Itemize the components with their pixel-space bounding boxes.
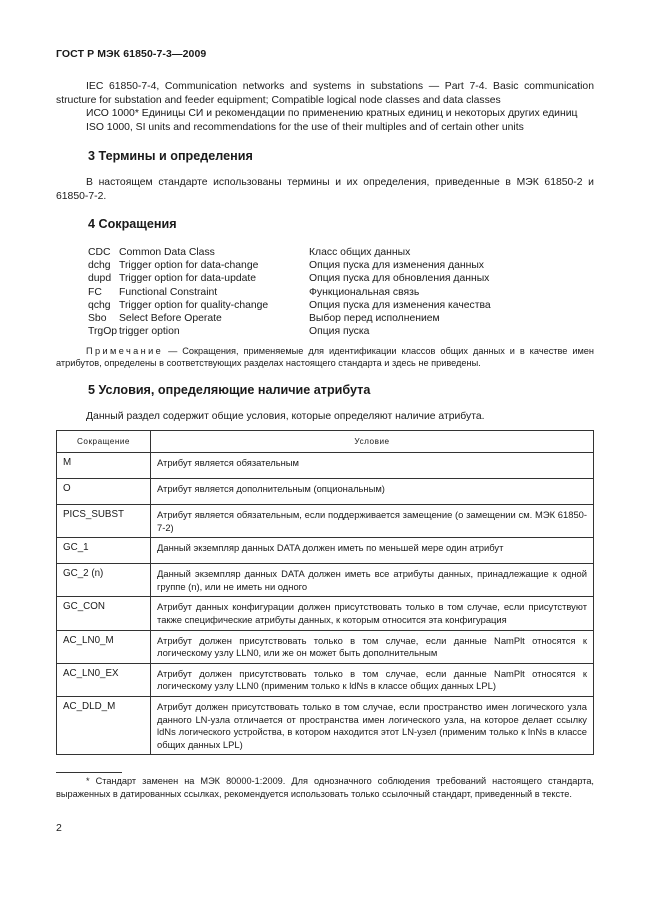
list-item	[88, 272, 508, 285]
list-item	[88, 286, 508, 299]
abbreviation-code: FC	[88, 286, 102, 298]
abbreviation-russian: Выбор перед исполнением	[309, 313, 440, 325]
cell-condition: Данный экземпляр данных DATA должен иметь по меньшей мере один атрибут	[151, 538, 594, 564]
reference-iso-1000-ru: ИСО 1000* Единицы СИ и рекомендации по применению кратных единиц и некоторых других единиц	[86, 108, 578, 120]
abbreviation-code: Sbo	[88, 313, 107, 325]
abbreviation-english: Trigger option for quality-change	[119, 299, 269, 311]
abbreviation-english: trigger option	[119, 326, 180, 338]
abbreviation-code: dupd	[88, 273, 112, 285]
note-label: Примечание	[86, 346, 164, 356]
cell-abbreviation: PICS_SUBST	[57, 505, 151, 538]
cell-condition: Атрибут данных конфигурации должен присутствовать только в том случае, если присутствуют также специфические атрибуты данных, к которым относится эта конфигурация	[151, 597, 594, 630]
abbreviation-russian: Опция пуска	[309, 326, 370, 338]
table-row	[57, 479, 594, 505]
abbreviation-english: Trigger option for data-update	[119, 273, 257, 285]
abbreviation-russian: Опция пуска для изменения качества	[309, 299, 491, 311]
cell-condition: Атрибут должен присутствовать только в том случае, если данные NamPlt относятся к логическому узлу LLN0, или же он может быть дополнительным	[151, 630, 594, 663]
cell-abbreviation: GC_2 (n)	[57, 564, 151, 597]
cell-abbreviation: AC_DLD_M	[57, 696, 151, 754]
list-item	[88, 325, 508, 338]
cell-condition: Атрибут является дополнительным (опциональным)	[151, 479, 594, 505]
list-item	[88, 299, 508, 312]
abbreviation-russian: Опция пуска для изменения данных	[309, 260, 485, 272]
cell-condition: Атрибут должен присутствовать только в том случае, если пространство имен логического узла данного LN-узла отличается от пространства имен логического узла, на которое делает ссылку ldNs логического устройства, в котором находится этот LN-узел (применим только к lnNs в классе общих данных LPL)	[151, 696, 594, 754]
cell-condition: Атрибут является обязательным	[151, 453, 594, 479]
abbreviation-code: TrgOp	[88, 326, 118, 338]
abbreviation-english: Trigger option for data-change	[119, 260, 259, 272]
column-header-condition: Условие	[151, 431, 594, 453]
abbreviations-list	[88, 246, 508, 338]
section-3-text: В настоящем стандарте использованы термины и их определения, приведенные в МЭК 61850-2 и 61850-7-2.	[56, 177, 594, 202]
cell-abbreviation: GC_1	[57, 538, 151, 564]
abbreviation-english: Select Before Operate	[119, 313, 222, 325]
abbreviation-russian: Функциональная связь	[309, 286, 420, 298]
table-row	[57, 453, 594, 479]
list-item	[88, 259, 508, 272]
cell-abbreviation: GC_CON	[57, 597, 151, 630]
abbreviation-russian: Класс общих данных	[309, 247, 411, 258]
cell-condition: Данный экземпляр данных DATA должен иметь все атрибуты данных, принадлежащие к одной группе (n), или не иметь ни одного	[151, 564, 594, 597]
cell-condition: Атрибут должен присутствовать только в том случае, если данные NamPlt относятся к логическому узлу LLN0 (применим только к ldNs в классе общих данных LPL)	[151, 663, 594, 696]
abbreviation-russian: Опция пуска для обновления данных	[309, 273, 490, 285]
table-row	[57, 630, 594, 663]
section-5-heading: 5 Условия, определяющие наличие атрибута	[88, 383, 371, 397]
abbreviation-english: Common Data Class	[119, 247, 215, 258]
table-row	[57, 505, 594, 538]
section-4-heading: 4 Сокращения	[88, 217, 177, 231]
list-item	[88, 312, 508, 325]
abbreviation-code: dchg	[88, 260, 111, 272]
footnote-divider	[56, 772, 122, 773]
list-item	[88, 246, 508, 259]
presence-conditions-table	[56, 430, 594, 755]
cell-abbreviation: O	[57, 479, 151, 505]
section-5-intro: Данный раздел содержит общие условия, которые определяют наличие атрибута.	[86, 411, 485, 422]
note-text: — Сокращения, применяемые для идентификации классов общих данных и в качестве имен атрибутов, определены в соответствующих разделах настоящего стандарта и здесь не приведены.	[56, 346, 594, 369]
column-header-abbreviation: Сокращение	[57, 431, 151, 453]
table-row	[57, 696, 594, 754]
reference-iso-1000-en: ISO 1000, SI units and recommendations for the use of their multiples and of certain other units	[86, 121, 524, 133]
table-header-row	[57, 431, 594, 453]
table-row	[57, 564, 594, 597]
normative-references	[56, 80, 594, 134]
document-header: ГОСТ Р МЭК 61850-7-3—2009	[56, 48, 207, 60]
section-4-note	[56, 345, 594, 370]
abbreviation-english: Functional Constraint	[119, 286, 218, 298]
table-row	[57, 597, 594, 630]
abbreviation-code: CDC	[88, 247, 111, 258]
abbreviation-code: qchg	[88, 299, 111, 311]
section-3-heading: 3 Термины и определения	[88, 149, 253, 163]
cell-abbreviation: AC_LN0_EX	[57, 663, 151, 696]
table-row	[57, 663, 594, 696]
reference-iec-61850-7-4: IEC 61850-7-4, Communication networks and systems in substations — Part 7-4. Basic communication structure for substation and feeder equipment; Compatible logical node classes and data classes	[56, 81, 594, 106]
table-row	[57, 538, 594, 564]
cell-abbreviation: AC_LN0_M	[57, 630, 151, 663]
page-number: 2	[56, 822, 62, 834]
footnote: * Стандарт заменен на МЭК 80000-1:2009. Для однозначного соблюдения требований настоящего стандарта, выраженных в датированных ссылках, рекомендуется использовать только ссылочный стандарт, приведенный в тексте.	[56, 776, 594, 799]
cell-abbreviation: M	[57, 453, 151, 479]
cell-condition: Атрибут является обязательным, если поддерживается замещение (о замещении см. МЭК 61850-7-2)	[151, 505, 594, 538]
